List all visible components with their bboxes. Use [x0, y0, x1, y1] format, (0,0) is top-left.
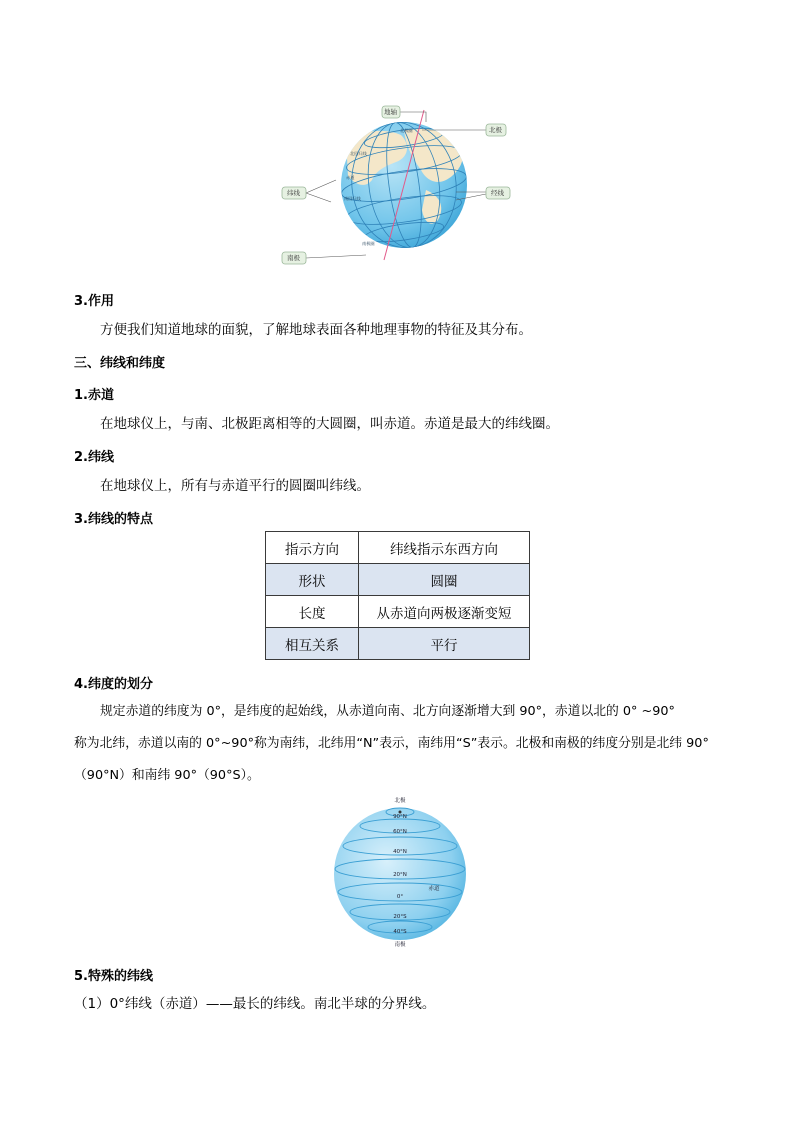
inner-label: 北回归线 [350, 151, 367, 156]
lat-label: 90°N [393, 814, 407, 820]
label-north: 北极 [394, 798, 406, 804]
table-cell: 纬线指示东西方向 [359, 532, 530, 564]
label-south-pole: 南极 [287, 254, 300, 262]
table-cell: 平行 [359, 628, 530, 660]
features-table [265, 531, 530, 660]
lat-label: 60°N [393, 829, 407, 835]
equator-text: 在地球仪上，与南、北极距离相等的大圆圈，叫赤道。赤道是最大的纬线圈。 [100, 416, 559, 432]
table-row [266, 596, 530, 628]
special-item-1: （1）0°纬线（赤道）——最长的纬线。南北半球的分界线。 [74, 996, 436, 1012]
division-line-2: 称为北纬，赤道以南的 0°~90°称为南纬，北纬用“N”表示，南纬用“S”表示。北极和南极的纬度分别是北纬 90° [74, 736, 709, 751]
table-cell: 圆圈 [359, 564, 530, 596]
parallel-text: 在地球仪上，所有与赤道平行的圆圈叫纬线。 [100, 478, 370, 494]
label-north-pole: 北极 [489, 126, 502, 134]
table-cell: 指示方向 [266, 532, 359, 564]
label-meridian: 经线 [491, 189, 504, 197]
division-line-1: 规定赤道的纬度为 0°，是纬度的起始线，从赤道向南、北方向逐渐增大到 90°，赤道以北的 0° ~90° [100, 704, 675, 719]
table-cell: 形状 [266, 564, 359, 596]
inner-label: 南回归线 [344, 196, 361, 201]
heading-equator: 1.赤道 [74, 388, 114, 403]
lat-label: 20°N [393, 872, 407, 878]
table-row [266, 628, 530, 660]
lat-label: 40°S [393, 929, 407, 935]
heading-features: 3.纬线的特点 [74, 512, 153, 527]
globe-diagram [276, 100, 526, 270]
inner-label: 北极圈 [400, 128, 413, 133]
heading-usage: 3.作用 [74, 294, 114, 309]
table-cell: 长度 [266, 596, 359, 628]
table-row [266, 564, 530, 596]
lat-label: 0° [396, 894, 404, 900]
heading-parallel: 2.纬线 [74, 450, 114, 465]
label-axis: 地轴 [384, 108, 397, 116]
heading-special: 5.特殊的纬线 [74, 969, 153, 984]
lat-label: 20°S [393, 914, 407, 920]
label-equator: 赤道 [428, 886, 440, 892]
latitude-globe-diagram [330, 792, 470, 950]
table-cell: 从赤道向两极逐渐变短 [359, 596, 530, 628]
table-cell: 相互关系 [266, 628, 359, 660]
usage-text: 方便我们知道地球的面貌，了解地球表面各种地理事物的特征及其分布。 [100, 322, 532, 338]
section-heading: 三、纬线和纬度 [74, 356, 166, 371]
heading-division: 4.纬度的划分 [74, 677, 153, 692]
inner-label: 赤道 [346, 175, 355, 180]
lat-label: 40°N [393, 849, 407, 855]
table-row [266, 532, 530, 564]
division-line-3: （90°N）和南纬 90°（90°S）。 [74, 768, 260, 783]
inner-label: 南极圈 [362, 241, 375, 246]
label-parallel: 纬线 [287, 189, 300, 197]
label-south: 南极 [394, 942, 406, 948]
